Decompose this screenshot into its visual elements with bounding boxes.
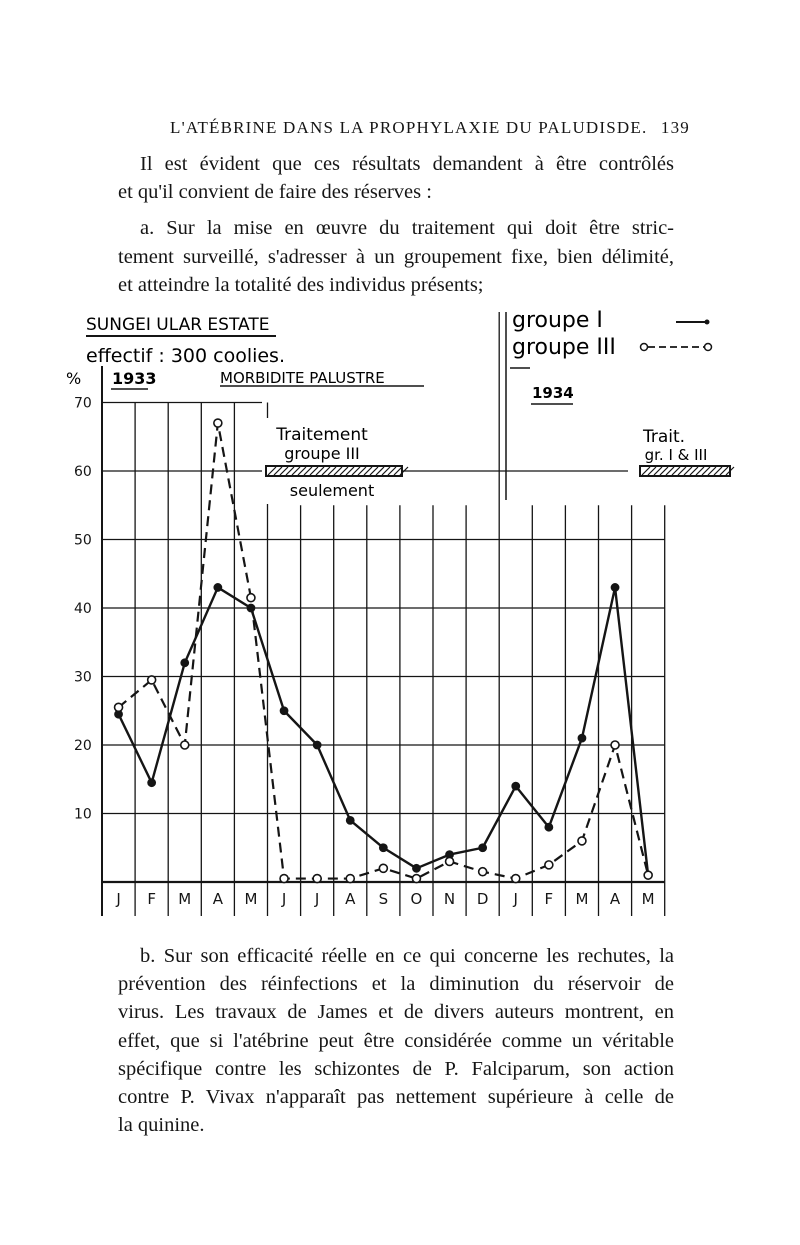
text-line: et qu'il convient de faire des réserves : [118, 181, 432, 204]
x-tick-label: J [116, 890, 121, 908]
effectif-label: effectif : 300 coolies. [86, 345, 285, 367]
x-tick-label: J [513, 890, 518, 908]
legend-groupe-iii-marker-right [705, 344, 712, 351]
y-tick-label: 50 [74, 532, 92, 549]
text-line: contre P. Vivax n'apparaît pas nettement supérieure à celle de [118, 1086, 674, 1109]
data-point-groupe-iii [611, 741, 619, 749]
page-number: 139 [660, 118, 690, 137]
text-line: b. Sur son efficacité réelle en ce qui concerne les rechutes, la [140, 945, 674, 967]
data-point-groupe-iii [412, 875, 420, 883]
data-point-groupe-i [545, 824, 552, 831]
text-line: la quinine. [118, 1114, 205, 1137]
data-point-groupe-iii [512, 875, 520, 883]
treatment-annotation-1 [262, 418, 402, 504]
annotation-2-line2: gr. I & III [644, 446, 708, 464]
chart-title: MORBIDITE PALUSTRE [220, 369, 385, 387]
data-point-groupe-iii [280, 875, 288, 883]
x-tick-label: J [314, 890, 320, 908]
y-tick-label: 30 [74, 669, 92, 686]
y-tick-label: 70 [74, 395, 92, 412]
data-point-groupe-iii [214, 419, 222, 427]
data-point-groupe-i [247, 604, 254, 611]
paragraph-bottom [118, 942, 674, 1139]
data-point-groupe-iii [644, 871, 652, 879]
text-line: effet, que si l'atébrine peut être considérée comme un véritable [118, 1029, 674, 1052]
data-point-groupe-iii [181, 741, 189, 749]
x-tick-label: F [147, 890, 156, 908]
data-point-groupe-i [611, 584, 618, 591]
text-line: prévention des réinfections et la diminution du réservoir de [118, 973, 674, 996]
x-tick-label: J [281, 890, 287, 908]
text-line: virus. Les travaux de James et de divers auteurs montrent, en [118, 1001, 674, 1024]
data-point-groupe-i [479, 844, 486, 851]
y-tick-label: 60 [74, 464, 92, 480]
y-tick-labels [74, 396, 92, 823]
y-tick-label: 10 [74, 806, 92, 823]
y-unit-label: % [66, 369, 82, 388]
x-tick-label: N [443, 890, 456, 908]
data-point-groupe-i [380, 844, 387, 851]
x-tick-label: S [378, 890, 389, 908]
data-point-groupe-i [214, 584, 221, 591]
legend-groupe-i-label: groupe I [512, 308, 603, 333]
x-tick-label: A [609, 890, 621, 908]
text-line: tement surveillé, s'adresser à un groupement fixe, bien délimité, [118, 245, 674, 268]
annotation-1-line3: seulement [289, 481, 375, 500]
text-line: et atteindre la totalité des individus présents; [118, 273, 484, 296]
legend-groupe-iii-marker-left [641, 344, 648, 351]
data-point-groupe-iii [346, 875, 354, 883]
data-point-groupe-iii [313, 875, 321, 883]
series-groupe-i-line [119, 587, 649, 875]
x-tick-label: A [345, 890, 356, 908]
data-point-groupe-iii [379, 864, 387, 872]
x-tick-label: M [641, 890, 655, 908]
estate-label: SUNGEI ULAR ESTATE [86, 315, 270, 335]
data-point-groupe-iii [148, 676, 156, 684]
data-point-groupe-iii [115, 703, 123, 711]
data-point-groupe-i [578, 735, 585, 742]
data-point-groupe-i [148, 779, 155, 786]
data-point-groupe-iii [479, 868, 487, 876]
x-tick-label: A [212, 890, 223, 908]
x-tick-labels [115, 890, 654, 908]
x-tick-label: F [544, 890, 554, 908]
data-point-groupe-iii [247, 594, 255, 602]
legend-groupe-i-marker [705, 320, 710, 325]
year-1933-label: 1933 [112, 369, 157, 388]
y-tick-label: 20 [74, 738, 92, 754]
treatment-annotation-2 [628, 424, 732, 484]
data-point-groupe-i [280, 707, 287, 714]
data-point-groupe-i [181, 659, 188, 666]
x-tick-label: O [410, 890, 423, 908]
annotation-2-line1: Trait. [642, 427, 686, 447]
x-tick-label: M [575, 890, 589, 908]
year-1934-label: 1934 [532, 384, 574, 402]
data-point-groupe-i [413, 865, 420, 872]
data-point-groupe-i [347, 817, 354, 824]
x-tick-label: M [244, 890, 258, 908]
x-tick-label: D [476, 890, 489, 908]
legend-groupe-iii-label: groupe III [512, 335, 616, 360]
data-point-groupe-i [512, 783, 519, 790]
data-point-groupe-iii [446, 857, 454, 865]
annotation-1-line1: Traitement [276, 425, 368, 445]
text-line: Il est évident que ces résultats demandent à être contrôlés [140, 153, 674, 175]
annotation-1-line2: groupe III [284, 444, 360, 463]
x-tick-label: M [178, 890, 192, 908]
text-line: spécifique contre les schizontes de P. Falciparum, son action [118, 1057, 674, 1080]
y-tick-label: 40 [74, 601, 92, 617]
data-point-groupe-i [314, 741, 321, 748]
running-head-title: L'ATÉBRINE DANS LA PROPHYLAXIE DU PALUDISDE. [170, 118, 648, 137]
chart-grid [102, 312, 665, 916]
data-point-groupe-iii [578, 837, 586, 845]
data-point-groupe-iii [545, 861, 553, 869]
text-line: a. Sur la mise en œuvre du traitement qui doit être stric- [140, 217, 674, 240]
